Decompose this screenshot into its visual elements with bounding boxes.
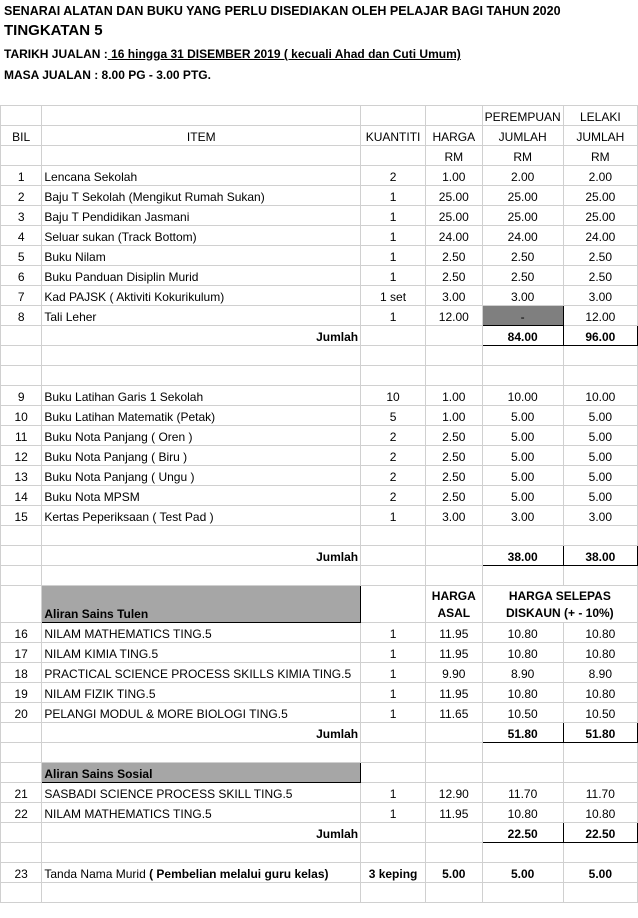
total-male: 22.50 bbox=[563, 823, 637, 843]
header-row-columns bbox=[1, 126, 638, 146]
table-row: 12 Buku Nota Panjang ( Biru ) 2 2.50 5.00 5.00 bbox=[1, 446, 638, 466]
table-row: 21 SASBADI SCIENCE PROCESS SKILL TING.5 1 12.90 11.70 11.70 bbox=[1, 783, 638, 803]
table-row: 5 Buku Nilam 1 2.50 2.50 2.50 bbox=[1, 246, 638, 266]
total-male: 51.80 bbox=[563, 723, 637, 743]
level-title: TINGKATAN 5 bbox=[4, 22, 103, 39]
sale-time bbox=[4, 68, 211, 82]
table-row: 13 Buku Nota Panjang ( Ungu ) 2 2.50 5.00 5.00 bbox=[1, 466, 638, 486]
total-row: Jumlah 84.00 96.00 bbox=[1, 326, 638, 346]
total-row: Jumlah 38.00 38.00 bbox=[1, 546, 638, 566]
table-row: 3 Baju T Pendidikan Jasmani 1 25.00 25.00 25.00 bbox=[1, 206, 638, 226]
table-row: 20 PELANGI MODUL & MORE BIOLOGI TING.5 1 11.65 10.50 10.50 bbox=[1, 703, 638, 723]
lelaki-header: LELAKI bbox=[563, 106, 637, 126]
spacer-row bbox=[1, 883, 638, 903]
not-applicable-cell: - bbox=[482, 306, 563, 326]
total-female: 84.00 bbox=[482, 326, 563, 346]
table-row: 23 Tanda Nama Murid ( Pembelian melalui guru kelas) 3 keping 5.00 5.00 5.00 bbox=[1, 863, 638, 883]
table-row: 14 Buku Nota MPSM 2 2.50 5.00 5.00 bbox=[1, 486, 638, 506]
discount-header: HARGA SELEPAS DISKAUN (+ - 10%) bbox=[482, 586, 637, 623]
table-row: 22 NILAM MATHEMATICS TING.5 1 11.95 10.80 10.80 bbox=[1, 803, 638, 823]
document-title: SENARAI ALATAN DAN BUKU YANG PERLU DISEDIAKAN OLEH PELAJAR BAGI TAHUN 2020 bbox=[4, 4, 561, 18]
spacer-row bbox=[1, 366, 638, 386]
spacer-row bbox=[1, 743, 638, 763]
section-header-row bbox=[1, 763, 638, 783]
jumlah-male-header: JUMLAH bbox=[563, 126, 637, 146]
table-row: 11 Buku Nota Panjang ( Oren ) 2 2.50 5.00 5.00 bbox=[1, 426, 638, 446]
sale-date-label: TARIKH JUALAN : bbox=[4, 47, 108, 61]
section-title-sains-sosial: Aliran Sains Sosial bbox=[42, 763, 361, 783]
total-row: Jumlah 22.50 22.50 bbox=[1, 823, 638, 843]
header-row-units bbox=[1, 146, 638, 166]
sale-time-label: MASA JUALAN : bbox=[4, 68, 99, 82]
table-row: 7 Kad PAJSK ( Aktiviti Kokurikulum) 1 set 3.00 3.00 3.00 bbox=[1, 286, 638, 306]
table-row: 8 Tali Leher 1 12.00 - 12.00 bbox=[1, 306, 638, 326]
total-female: 51.80 bbox=[482, 723, 563, 743]
section-header-row bbox=[1, 586, 638, 623]
kuantiti-header: KUANTITI bbox=[361, 126, 426, 146]
jumlah-female-header: JUMLAH bbox=[482, 126, 563, 146]
perempuan-header: PEREMPUAN bbox=[482, 106, 563, 126]
harga-header: HARGA bbox=[425, 126, 482, 146]
table-row: 1 Lencana Sekolah 2 1.00 2.00 2.00 bbox=[1, 166, 638, 186]
table-row: 17 NILAM KIMIA TING.5 1 11.95 10.80 10.80 bbox=[1, 643, 638, 663]
total-male: 38.00 bbox=[563, 546, 637, 566]
table-row: 16 NILAM MATHEMATICS TING.5 1 11.95 10.80 10.80 bbox=[1, 623, 638, 643]
table-row: 9 Buku Latihan Garis 1 Sekolah 10 1.00 10.00 10.00 bbox=[1, 386, 638, 406]
bil-header: BIL bbox=[1, 126, 42, 146]
section-title-sains-tulen: Aliran Sains Tulen bbox=[42, 586, 361, 623]
rm-price-header: RM bbox=[425, 146, 482, 166]
items-table bbox=[0, 105, 638, 903]
table-row: 15 Kertas Peperiksaan ( Test Pad ) 1 3.00 3.00 3.00 bbox=[1, 506, 638, 526]
spacer-row bbox=[1, 843, 638, 863]
sale-date-value: 16 hingga 31 DISEMBER 2019 ( kecuali Ahad dan Cuti Umum) bbox=[107, 47, 461, 61]
total-row: Jumlah 51.80 51.80 bbox=[1, 723, 638, 743]
table-row: 18 PRACTICAL SCIENCE PROCESS SKILLS KIMIA TING.5 1 9.90 8.90 8.90 bbox=[1, 663, 638, 683]
table-row: 10 Buku Latihan Matematik (Petak) 5 1.00 5.00 5.00 bbox=[1, 406, 638, 426]
spacer-row bbox=[1, 346, 638, 366]
total-female: 22.50 bbox=[482, 823, 563, 843]
total-male: 96.00 bbox=[563, 326, 637, 346]
name-tag-item: Tanda Nama Murid ( Pembelian melalui guru kelas) bbox=[42, 863, 361, 883]
sale-time-value: 8.00 PG - 3.00 PTG. bbox=[98, 68, 211, 82]
harga-asal-header: HARGA ASAL bbox=[425, 586, 482, 623]
table-row: 19 NILAM FIZIK TING.5 1 11.95 10.80 10.80 bbox=[1, 683, 638, 703]
total-female: 38.00 bbox=[482, 546, 563, 566]
header-row-gender bbox=[1, 106, 638, 126]
spacer-row bbox=[1, 526, 638, 546]
rm-male-header: RM bbox=[563, 146, 637, 166]
spacer-row bbox=[1, 566, 638, 586]
table-row: 4 Seluar sukan (Track Bottom) 1 24.00 24.00 24.00 bbox=[1, 226, 638, 246]
item-header: ITEM bbox=[42, 126, 361, 146]
sale-date bbox=[4, 47, 461, 61]
table-row: 6 Buku Panduan Disiplin Murid 1 2.50 2.50 2.50 bbox=[1, 266, 638, 286]
table-row: 2 Baju T Sekolah (Mengikut Rumah Sukan) 1 25.00 25.00 25.00 bbox=[1, 186, 638, 206]
rm-female-header: RM bbox=[482, 146, 563, 166]
